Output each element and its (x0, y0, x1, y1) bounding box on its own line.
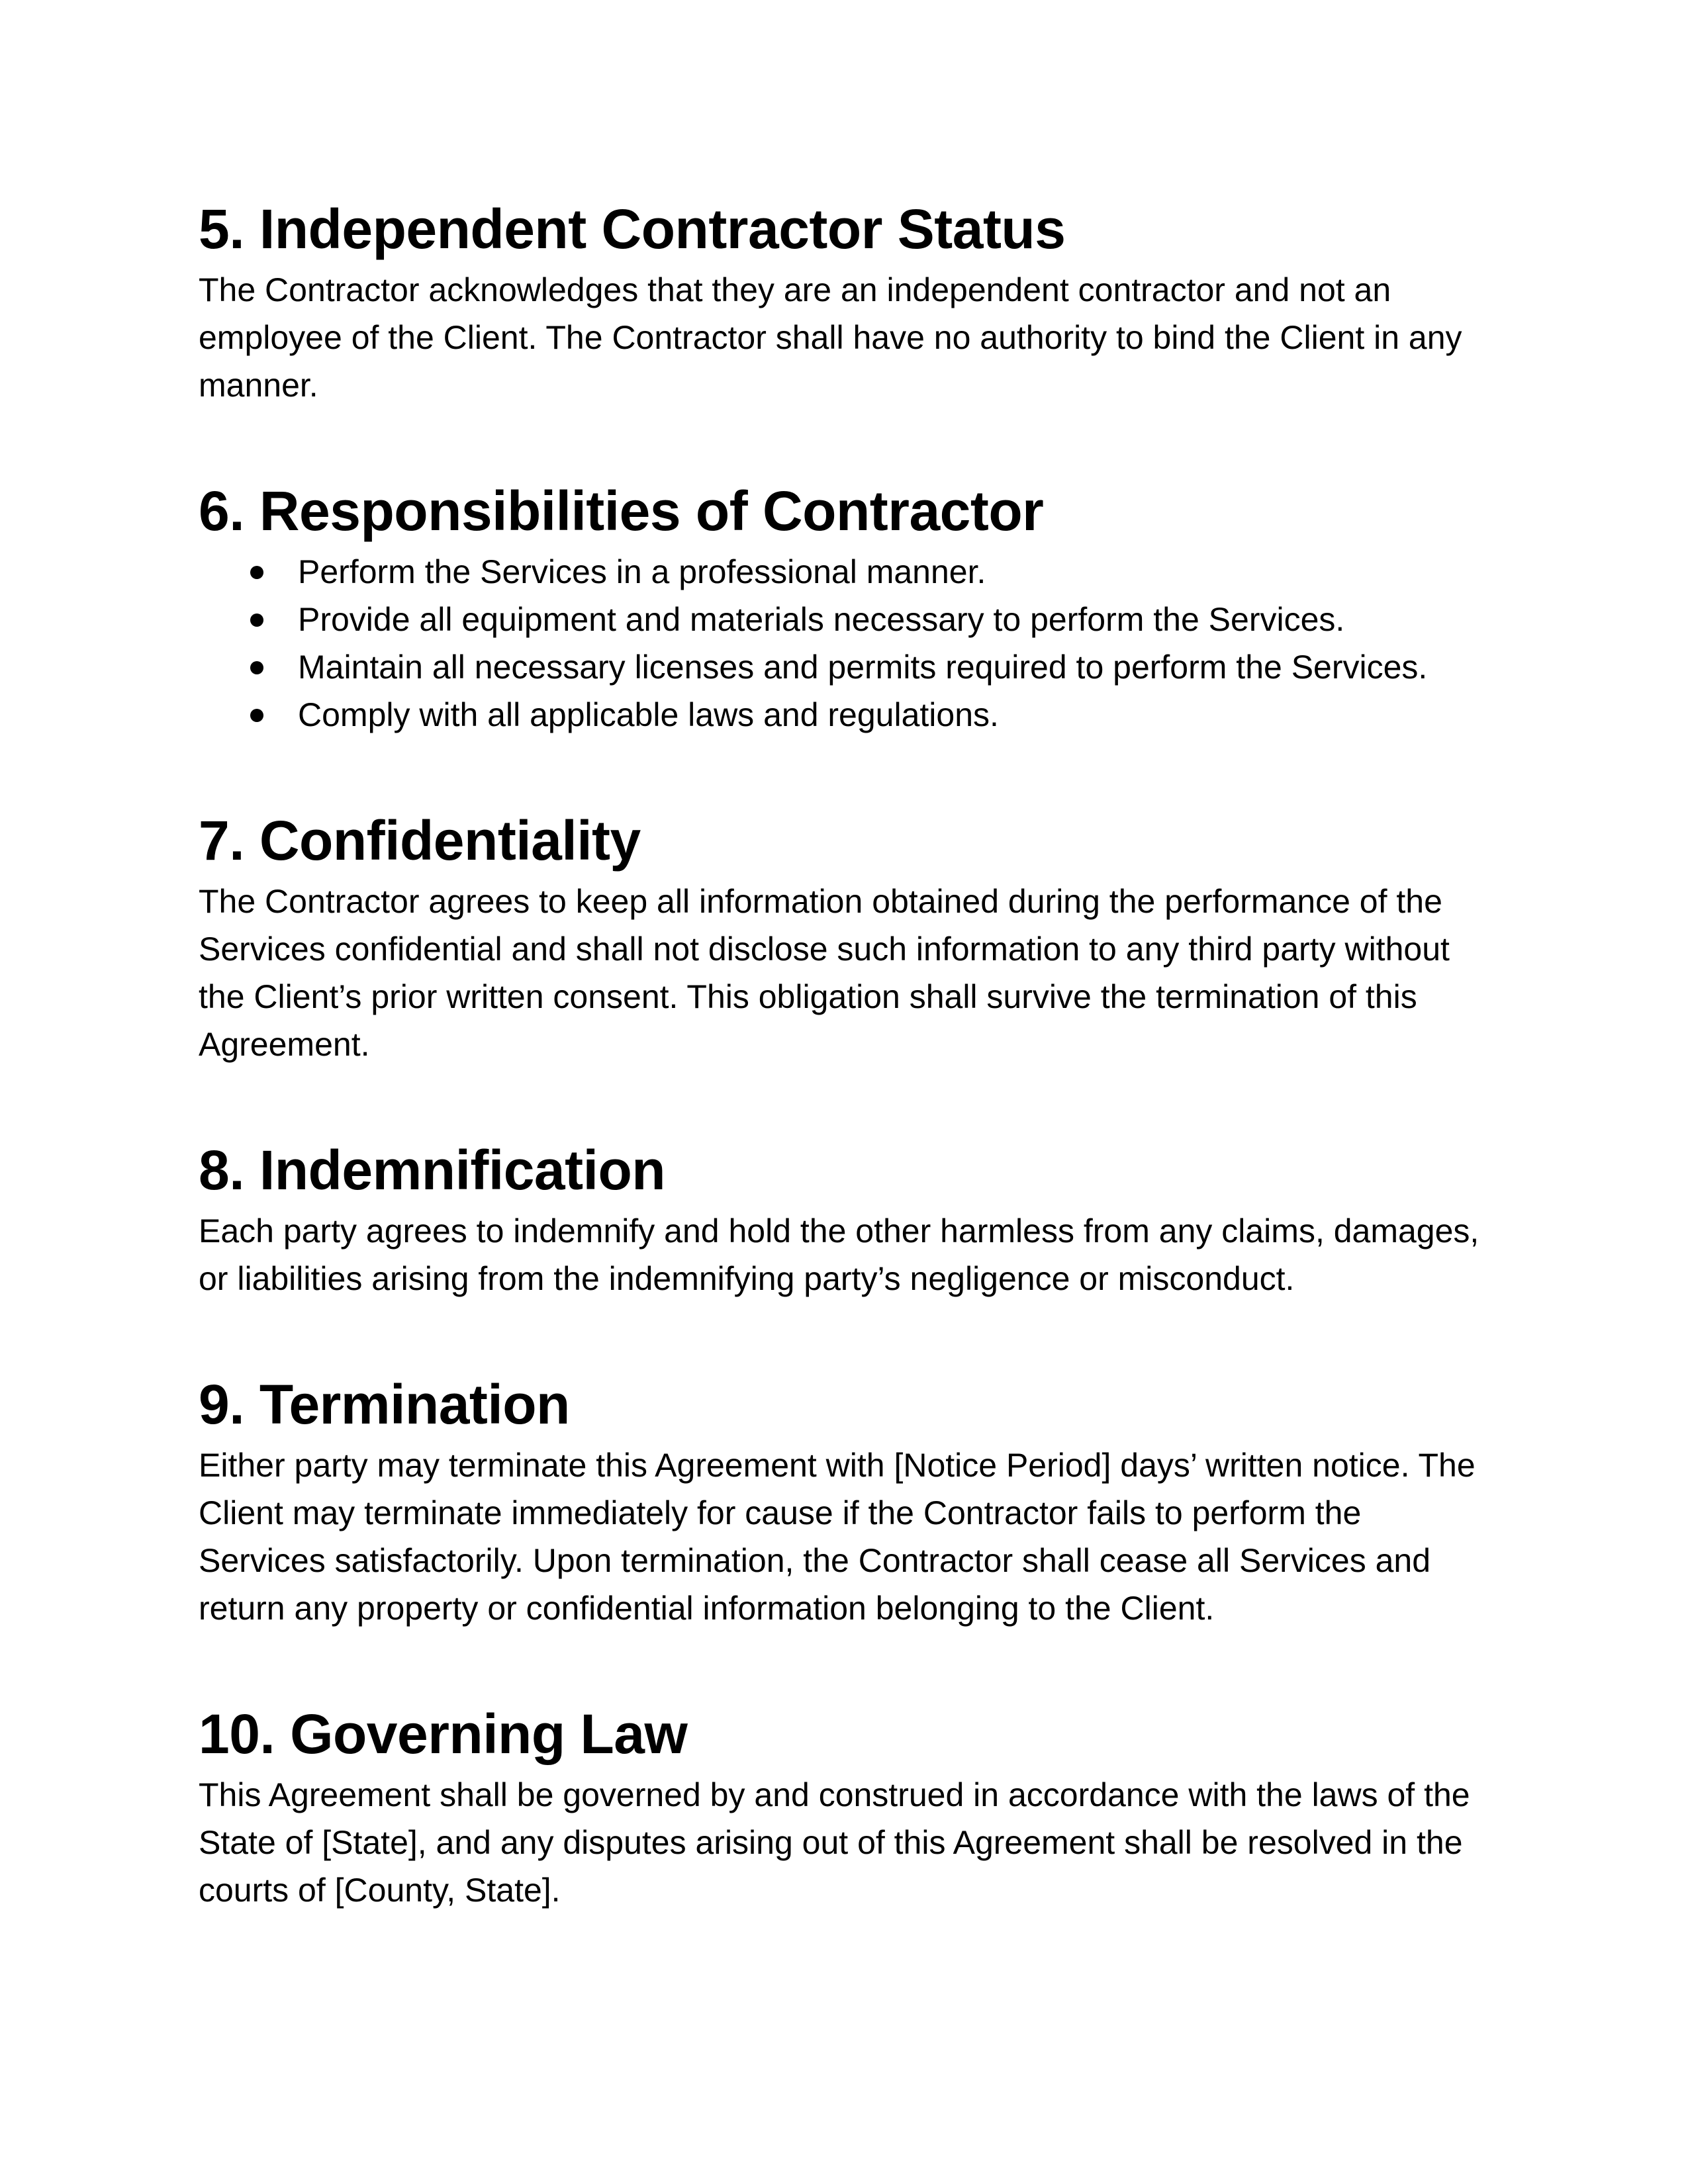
paragraph-line: Either party may terminate this Agreement with [Notice Period] days’ written notice. The (199, 1447, 1476, 1484)
section-governing-law (199, 1697, 1496, 1914)
section-heading: 6. Responsibilities of Contractor (199, 480, 1044, 542)
list-item-text: Maintain all necessary licenses and permits required to perform the Services. (298, 649, 1428, 686)
section-indemnification (199, 1133, 1496, 1302)
paragraph-line: Services satisfactorily. Upon termination, the Contractor shall cease all Services and (199, 1542, 1431, 1579)
paragraph-line: Client may terminate immediately for cause if the Contractor fails to perform the (199, 1494, 1362, 1531)
bullet-icon (250, 661, 263, 674)
section-paragraph (199, 1207, 1496, 1302)
paragraph-line: the Client’s prior written consent. This obligation shall survive the termination of this (199, 978, 1417, 1015)
section-paragraph (199, 1771, 1496, 1914)
paragraph-line: Services confidential and shall not disclose such information to any third party without (199, 931, 1450, 968)
document-page (199, 192, 1496, 1914)
list-item (199, 548, 1496, 596)
paragraph-line: Each party agrees to indemnify and hold the other harmless from any claims, damages, (199, 1212, 1479, 1250)
section-paragraph (199, 1441, 1496, 1632)
list-item (199, 596, 1496, 643)
list-item-text: Perform the Services in a professional manner. (298, 553, 986, 590)
section-heading: 7. Confidentiality (199, 809, 641, 872)
paragraph-line: Agreement. (199, 1026, 370, 1063)
section-termination (199, 1367, 1496, 1632)
paragraph-line: manner. (199, 367, 318, 404)
paragraph-line: employee of the Client. The Contractor shall have no authority to bind the Client in any (199, 319, 1462, 356)
section-heading: 8. Indemnification (199, 1139, 666, 1201)
section-spacer (199, 739, 1496, 803)
section-heading: 10. Governing Law (199, 1703, 688, 1765)
section-spacer (199, 1632, 1496, 1697)
section-paragraph (199, 878, 1496, 1068)
list-item (199, 643, 1496, 691)
section-heading: 5. Independent Contractor Status (199, 198, 1066, 260)
list-item-text: Comply with all applicable laws and regulations. (298, 696, 999, 733)
paragraph-line: return any property or confidential information belonging to the Client. (199, 1590, 1215, 1627)
paragraph-line: The Contractor acknowledges that they are an independent contractor and not an (199, 271, 1391, 308)
section-paragraph (199, 266, 1496, 409)
paragraph-line: This Agreement shall be governed by and construed in accordance with the laws of the (199, 1776, 1470, 1813)
paragraph-line: or liabilities arising from the indemnifying party’s negligence or misconduct. (199, 1260, 1295, 1297)
paragraph-line: The Contractor agrees to keep all information obtained during the performance of the (199, 883, 1442, 920)
list-item-text: Provide all equipment and materials necessary to perform the Services. (298, 601, 1345, 638)
bullet-list (199, 548, 1496, 739)
section-spacer (199, 409, 1496, 474)
paragraph-line: courts of [County, State]. (199, 1872, 561, 1909)
list-item (199, 691, 1496, 739)
bullet-icon (250, 614, 263, 627)
paragraph-line: State of [State], and any disputes arising out of this Agreement shall be resolved in the (199, 1824, 1463, 1861)
section-responsibilities-of-contractor (199, 474, 1496, 739)
section-independent-contractor-status (199, 192, 1496, 409)
section-spacer (199, 1068, 1496, 1133)
section-heading: 9. Termination (199, 1373, 570, 1435)
bullet-icon (250, 709, 263, 722)
section-confidentiality (199, 803, 1496, 1068)
section-spacer (199, 1302, 1496, 1367)
bullet-icon (250, 566, 263, 579)
